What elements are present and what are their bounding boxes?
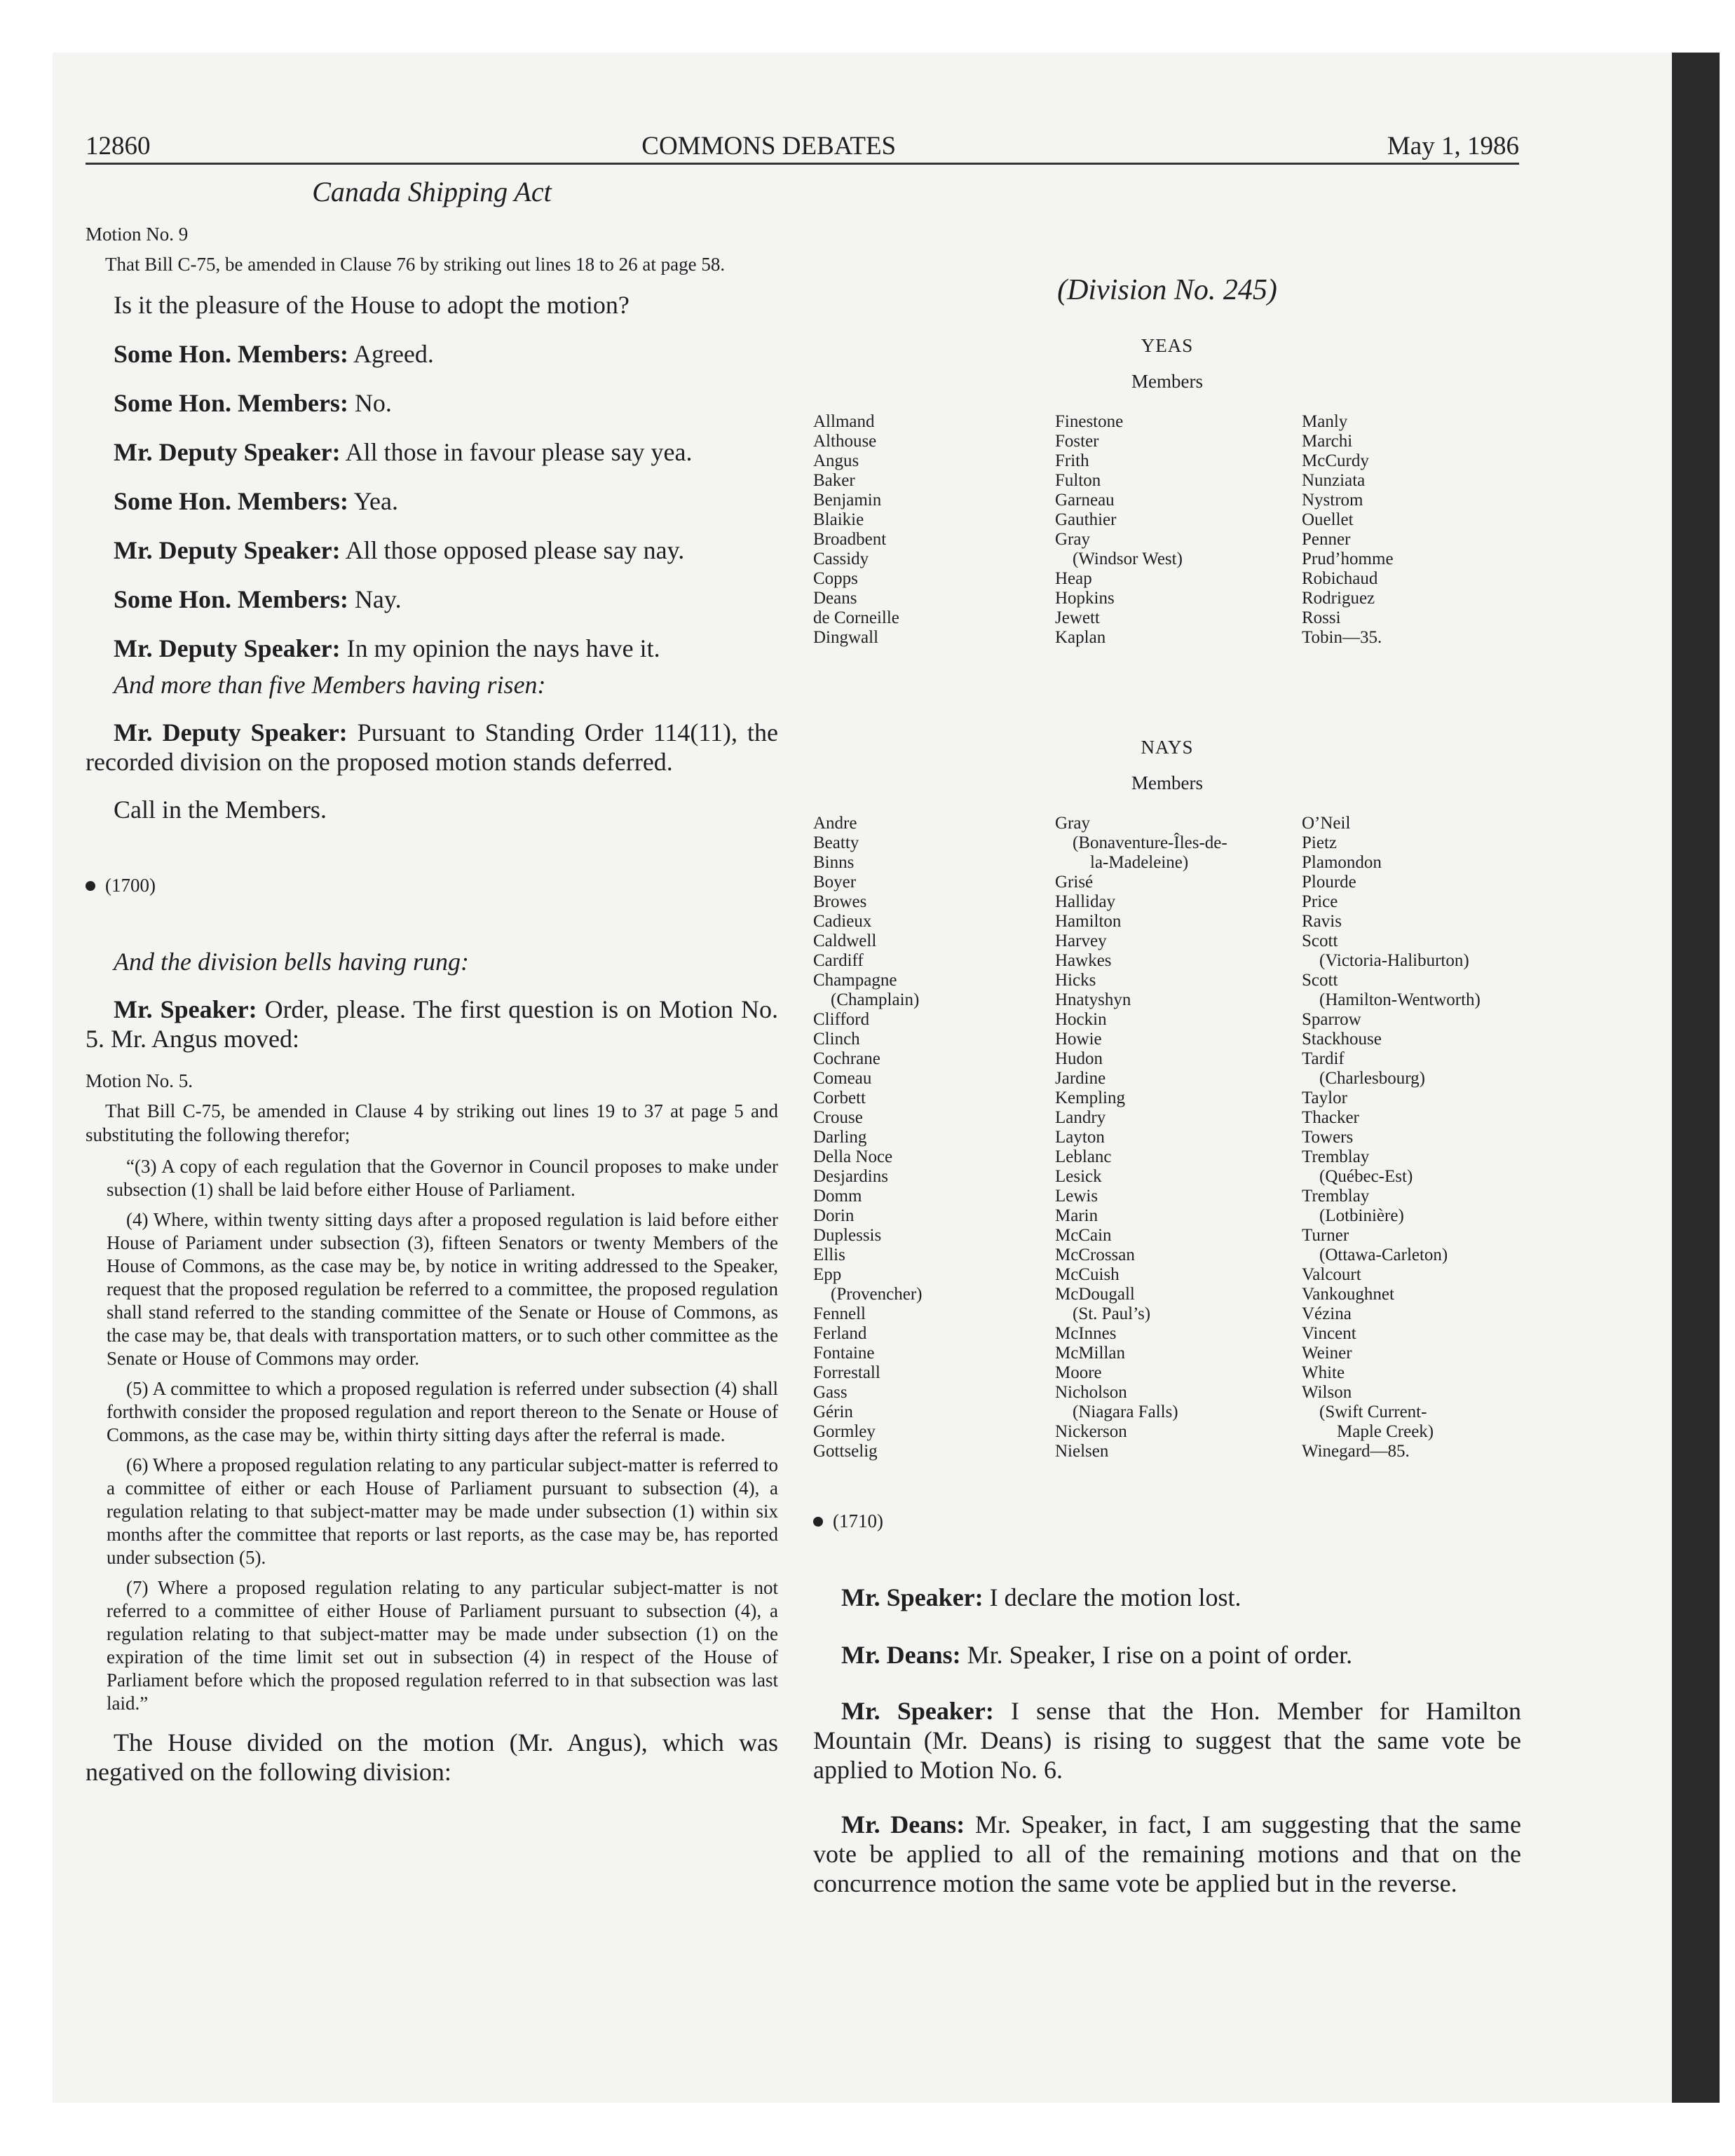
division-paragraph: The House divided on the motion (Mr. Angus), which was negatived on the following division: [86,1728,778,1786]
yeas-heading: YEAS [1141,335,1194,356]
header-rule [86,163,1519,165]
speech-text: In my opinion the nays have it. [340,634,660,662]
speech-text: Pursuant to Standing Order 114(11), the recorded division on the proposed motion stands deferred. [86,718,778,776]
yeas-column-1: Allmand Althouse Angus Baker Benjamin Blaikie Broadbent Cassidy Copps Deans de Corneille Dingwall [813,412,899,647]
speaker-name: Mr. Deputy Speaker: [114,536,341,564]
quoted-subsection-3: “(3) A copy of each regulation that the Governor in Council proposes to make under subsection (1) shall be laid before either House of Parliament. [107,1156,778,1200]
speaker-name: Some Hon. Members: [114,340,348,368]
timestamp-text: (1700) [105,875,156,896]
speaker-name: Some Hon. Members: [114,487,348,515]
timestamp-1710 [813,1510,1521,1532]
nays-members-label: Members [1131,772,1203,793]
speech-paragraph [86,534,778,566]
speech-paragraph [86,583,778,615]
speaker-name: Some Hon. Members: [114,585,348,613]
yeas-members-label: Members [1131,371,1203,392]
nays-column-3: O’Neil Pietz Plamondon Plourde Price Ravis Scott (Victoria-Haliburton) Scott (Hamilton-Wentworth) Sparrow Stackhouse Tardif (Charlesbourg) Taylor Thacker Towers Tremblay (Québec-Est) Tremblay (Lotbinière) Turner (Ottawa-Carleton) Valcourt Vankoughnet Vézina Vincent Weiner White Wilson (Swift Current- Maple Creek) Winegard—85. [1302,814,1481,1461]
nays-heading: NAYS [1141,737,1194,758]
speech-text: Yea. [348,487,398,515]
page-date: May 1, 1986 [1387,132,1519,161]
publication-title: COMMONS DEBATES [641,132,897,161]
speech-text: Agreed. [348,340,434,368]
motion-5-label: Motion No. 5. [86,1070,193,1091]
speech-paragraph [86,387,778,419]
left-column [86,175,778,1803]
bullet-dot-icon [86,881,95,891]
speech-paragraph [86,338,778,370]
motion-5-text: That Bill C-75, be amended in Clause 4 by striking out lines 19 to 37 at page 5 and substituting the following therefor; [86,1100,778,1145]
speaker-name: Mr. Speaker: [114,995,257,1023]
quoted-subsection-6: (6) Where a proposed regulation relating to any particular subject-matter is referred to a committee of either or each House of Parliament pursuant to subsection (4), a regulation relating to that subject-matter may be made under subsection (1) within six months after the committee that reports or last reports, as the case may be, has reported under subsection (5). [107,1454,778,1568]
speaker-name: Mr. Speaker: [841,1697,994,1725]
speech-paragraph [813,1581,1521,1613]
speaker-name: Some Hon. Members: [114,389,348,417]
nays-name-list [813,814,1521,1461]
page-spine-shadow [1672,53,1720,2103]
speaker-name: Mr. Speaker: [841,1583,984,1611]
speech-paragraph [813,1810,1521,1898]
speech-paragraph [86,436,778,468]
quoted-subsection-4: (4) Where, within twenty sitting days after a proposed regulation is laid before either House of Pariament under subsection (3), fifteen Senators or twenty Members of the House of Commons, as the case may be, by notice in writing addressed to the Speaker, request that the proposed regulation be referred to a committee, the proposed regulation shall stand referred to the standing committee of the Senate or House of Commons, as the case may be, that deals with transportation matters, or to such other committee as the Senate or House of Commons may order. [107,1209,778,1369]
yeas-column-2: Finestone Foster Frith Fulton Garneau Gauthier Gray (Windsor West) Heap Hopkins Jewett Kaplan [1055,412,1183,647]
speech-text: No. [348,389,392,417]
spacer [813,648,1521,728]
speech-paragraph [86,632,778,664]
speech-text: I declare the motion lost. [983,1583,1241,1611]
yeas-name-list [813,412,1521,648]
timestamp-1700 [86,875,778,896]
yeas-column-3: Manly Marchi McCurdy Nunziata Nystrom Ouellet Penner Prud’homme Robichaud Rodriguez Rossi Tobin—35. [1302,412,1394,647]
speech-text: Mr. Speaker, in fact, I am suggesting that the same vote be applied to all of the remaining motions and that on the concurrence motion the same vote be applied but in the reverse. [813,1810,1521,1897]
motion-9-text: That Bill C-75, be amended in Clause 76 by striking out lines 18 to 26 at page 58. [105,254,726,275]
speech-paragraph [86,718,778,777]
quoted-subsection-7: (7) Where a proposed regulation relating to any particular subject-matter is not referred to a committee of either House of Parliament pursuant to subsection (4), a regulation relating to that subject-matter may be made under subsection (1) on the expiration of the time limit set out in subsection (4) in respect of the House of Parliament before which the proposed regulation referred to in that subsection was last laid.” [107,1577,778,1714]
nays-column-1: Andre Beatty Binns Boyer Browes Cadieux Caldwell Cardiff Champagne (Champlain) Clifford Clinch Cochrane Comeau Corbett Crouse Darling Della Noce Desjardins Domm Dorin Duplessis Ellis Epp (Provencher) Fennell Ferland Fontaine Forrestall Gass Gérin Gormley Gottselig [813,814,923,1461]
bullet-dot-icon [813,1517,823,1527]
speaker-name: Mr. Deputy Speaker: [114,718,348,746]
speech-paragraph [813,1696,1521,1785]
speech-text: Nay. [348,585,402,613]
speech-paragraph [86,995,778,1053]
call-members: Call in the Members. [114,796,327,824]
motion-9-label: Motion No. 9 [86,224,189,245]
nays-column-2: Gray (Bonaventure-Îles-de- la-Madeleine) Grisé Halliday Hamilton Harvey Hawkes Hicks Hnatyshyn Hockin Howie Hudon Jardine Kempling Landry Layton Leblanc Lesick Lewis Marin McCain McCrossan McCuish McDougall (St. Paul’s) McInnes McMillan Moore Nicholson (Niagara Falls) Nickerson Nielsen [1055,814,1227,1461]
speech-text: All those opposed please say nay. [340,536,685,564]
question-paragraph: Is it the pleasure of the House to adopt the motion? [114,291,630,319]
division-title: (Division No. 245) [1057,274,1277,306]
speech-text: Mr. Speaker, I rise on a point of order. [960,1641,1353,1669]
stage-direction: And more than five Members having risen: [114,671,546,699]
page-header [86,126,1519,161]
speech-paragraph [813,1639,1521,1671]
speaker-name: Mr. Deans: [841,1641,961,1669]
quoted-subsection-5: (5) A committee to which a proposed regulation is referred under subsection (4) shall forthwith consider the proposed regulation and report thereon to the Senate or House of Commons, as the case may be, within thirty sitting days after the referral is made. [107,1378,778,1445]
speech-text: All those in favour please say yea. [340,438,693,466]
speech-text: I sense that the Hon. Member for Hamilton Mountain (Mr. Deans) is rising to suggest that the same vote be applied to Motion No. 6. [813,1697,1522,1784]
speaker-name: Mr. Deans: [841,1810,965,1838]
page-number: 12860 [86,132,151,161]
stage-direction: And the division bells having rung: [114,948,469,976]
speech-text: Order, please. The first question is on Motion No. 5. Mr. Angus moved: [86,995,778,1053]
speech-paragraph [86,485,778,517]
speaker-name: Mr. Deputy Speaker: [114,634,341,662]
speaker-name: Mr. Deputy Speaker: [114,438,341,466]
timestamp-text: (1710) [833,1510,883,1531]
section-heading: Canada Shipping Act [312,176,552,207]
right-column [813,175,1521,1915]
